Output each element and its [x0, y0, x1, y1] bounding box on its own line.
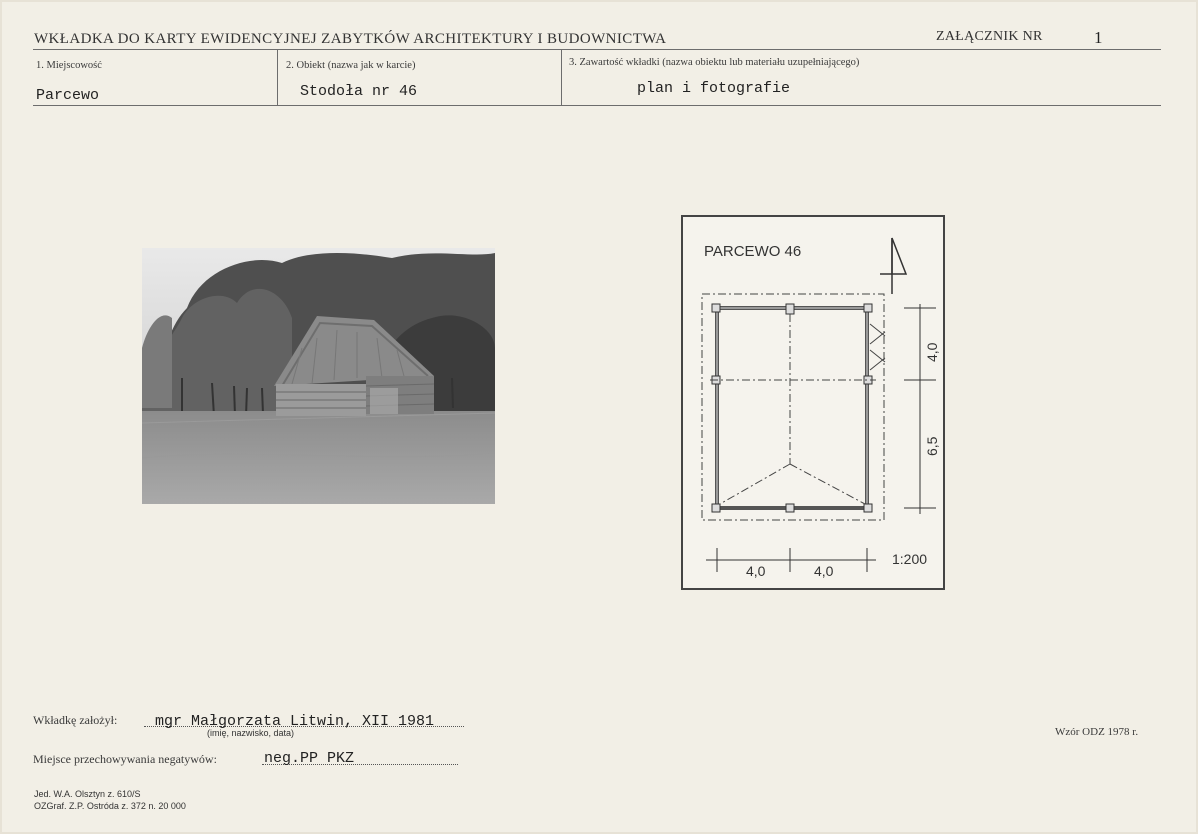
printer-line-2: OZGraf. Z.P. Ostróda z. 372 n. 20 000: [34, 801, 186, 811]
object-value: Stodoła nr 46: [300, 83, 418, 100]
created-by-value: mgr Małgorzata Litwin, XII 1981: [155, 713, 435, 730]
header-rule: [33, 49, 1161, 50]
content-label: 3. Zawartość wkładki (nazwa obiektu lub materiału uzupełniającego): [569, 57, 860, 68]
plan-title: PARCEWO 46: [704, 243, 802, 260]
created-by-hint: (imię, nazwisko, data): [207, 728, 295, 738]
annex-label: ZAŁĄCZNIK NR: [936, 29, 1043, 44]
card-title: WKŁADKA DO KARTY EWIDENCYJNEJ ZABYTKÓW ARCHITEKTURY I BUDOWNICTWA: [34, 31, 667, 47]
object-label: 2. Obiekt (nazwa jak w karcie): [286, 60, 416, 71]
barn-photograph: [142, 248, 495, 504]
floor-plan-drawing: [680, 214, 946, 591]
locality-label: 1. Miejscowość: [36, 60, 102, 71]
dim-side-bottom: 6,5: [924, 436, 940, 456]
created-by-label: Wkładkę założył:: [33, 713, 118, 727]
floor-plan-svg: [680, 214, 946, 591]
form-model: Wzór ODZ 1978 r.: [1055, 726, 1139, 738]
printer-line-1: Jed. W.A. Olsztyn z. 610/S: [34, 789, 141, 799]
dim-side-top: 4,0: [924, 342, 940, 362]
negatives-label: Miejsce przechowywania negatywów:: [33, 752, 217, 766]
dim-bottom-right: 4,0: [814, 563, 834, 579]
plan-scale: 1:200: [892, 551, 928, 567]
barn-photo-image: [142, 248, 495, 504]
field-divider-1: [277, 50, 278, 106]
locality-value: Parcewo: [36, 87, 100, 104]
content-value: plan i fotografie: [637, 80, 791, 97]
negatives-value: neg.PP PKZ: [264, 750, 355, 767]
dim-bottom-left: 4,0: [746, 563, 766, 579]
fields-bottom-rule: [33, 105, 1161, 106]
field-divider-2: [561, 50, 562, 106]
annex-number: 1: [1094, 28, 1103, 47]
